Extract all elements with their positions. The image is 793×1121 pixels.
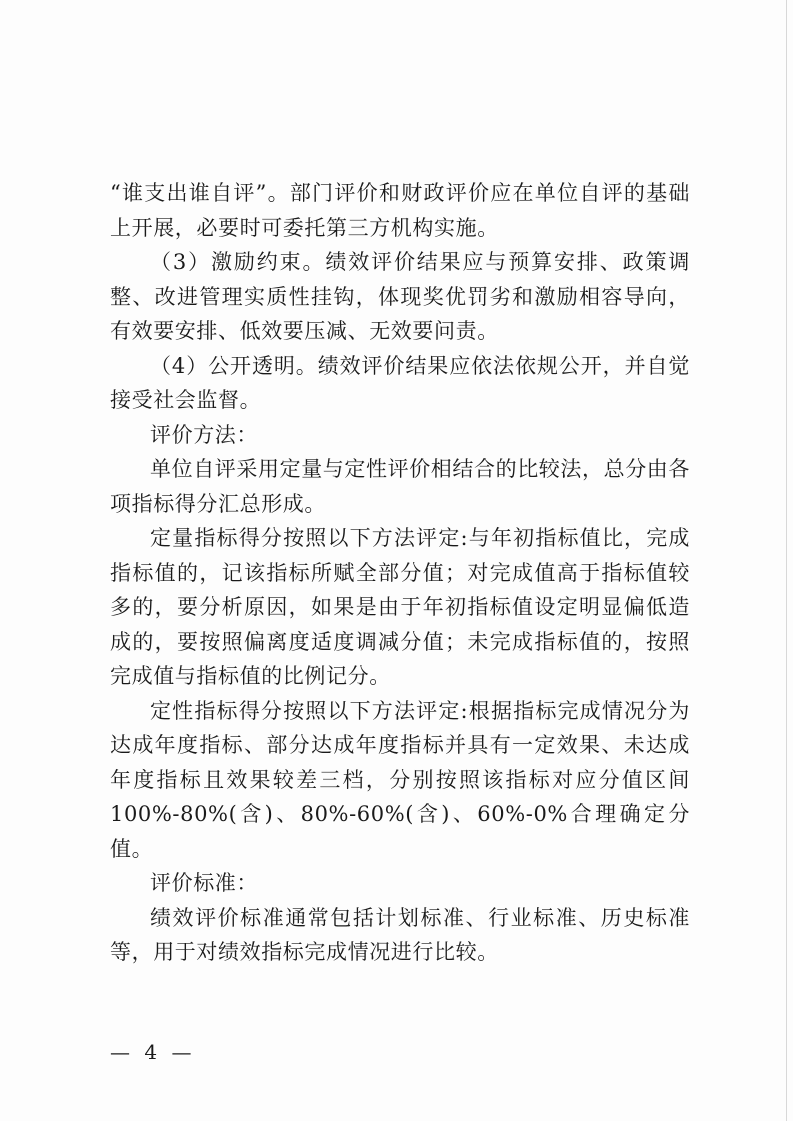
page-number: — 4 — (110, 1040, 196, 1064)
paragraph-self-evaluation-continued: “谁支出谁自评”。部门评价和财政评价应在单位自评的基础上开展，必要时可委托第三方机构实施。 (110, 181, 690, 240)
paragraph-evaluation-standard: 绩效评价标准通常包括计划标准、行业标准、历史标准等，用于对绩效指标完成情况进行比较。 (110, 905, 690, 964)
scan-edge-line (786, 0, 787, 1121)
heading-evaluation-method: 评价方法： (150, 422, 258, 447)
paragraph-qualitative-scoring: 定性指标得分按照以下方法评定:根据指标完成情况分为达成年度指标、部分达成年度指标并具有一定效果、未达成年度指标且效果较差三档，分别按照该指标对应分值区间 100%-80%(含)、80%-60%(含)、60%-0%合理确定分值。 (110, 698, 690, 861)
paragraph-openness-transparency: （4）公开透明。绩效评价结果应依法依规公开，并自觉接受社会监督。 (110, 353, 690, 412)
heading-evaluation-standard: 评价标准： (150, 871, 258, 895)
paragraph-comparison-method: 单位自评采用定量与定性评价相结合的比较法，总分由各项指标得分汇总形成。 (110, 457, 690, 516)
document-body (110, 176, 690, 970)
paragraph-incentive-constraint: （3）激励约束。绩效评价结果应与预算安排、政策调整、改进管理实质性挂钩，体现奖优罚劣和激励相容导向，有效要安排、低效要压减、无效要问责。 (110, 250, 690, 343)
paragraph-quantitative-scoring: 定量指标得分按照以下方法评定:与年初指标值比，完成指标值的，记该指标所赋全部分值；对完成值高于指标值较多的，要分析原因，如果是由于年初指标值设定明显偏低造成的，要按照偏离度适度调减分值；未完成指标值的，按照完成值与指标值的比例记分。 (110, 526, 690, 688)
